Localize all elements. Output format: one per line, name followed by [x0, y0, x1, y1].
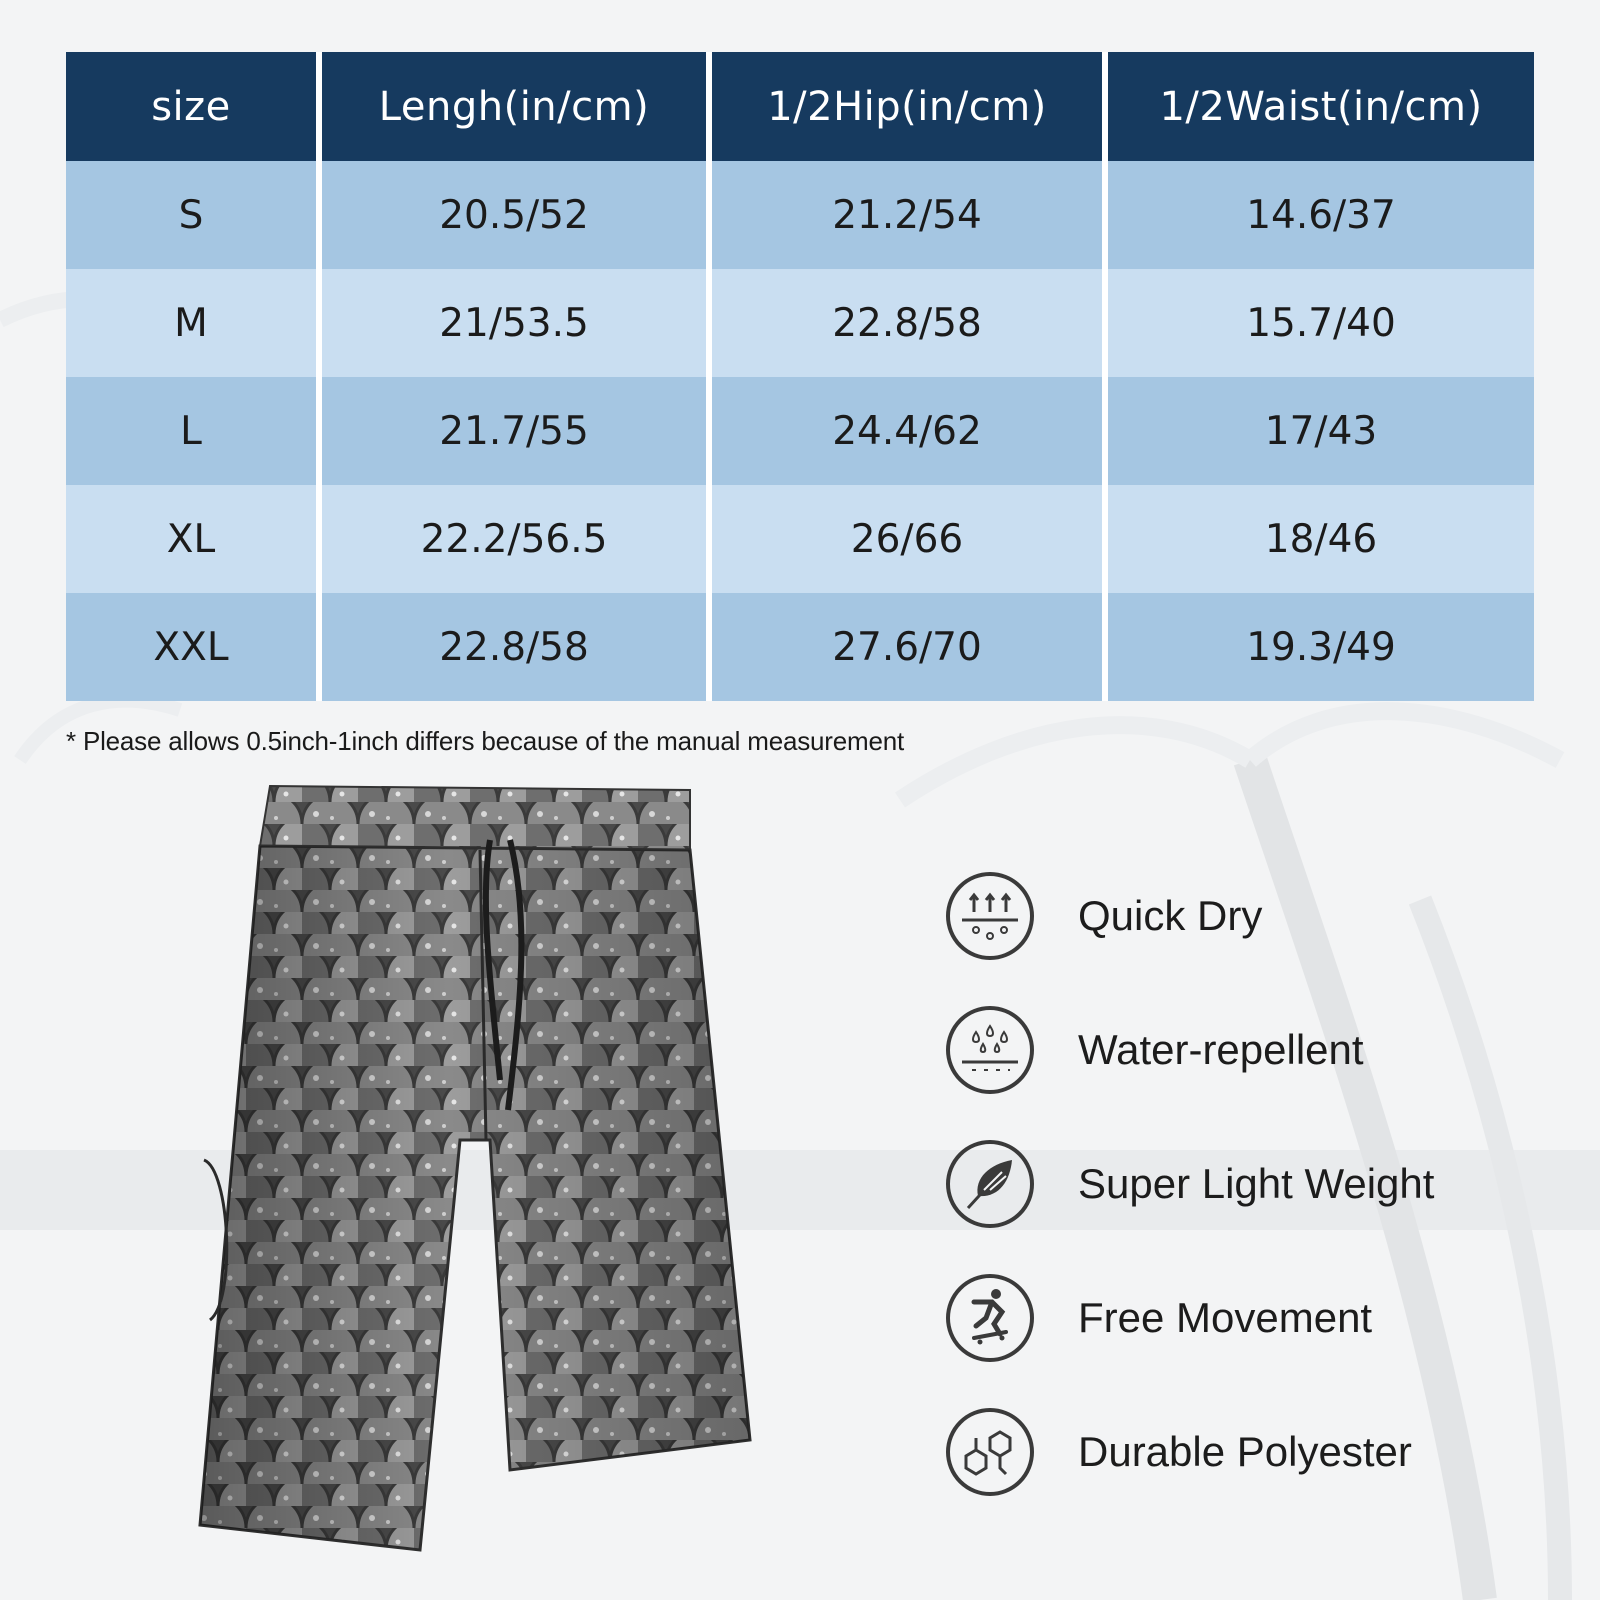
cell-waist: 17/43 [1108, 377, 1534, 485]
feature-light-weight [944, 1138, 1564, 1272]
cell-size: XL [66, 485, 322, 593]
cell-waist: 14.6/37 [1108, 161, 1534, 269]
cell-hip: 26/66 [712, 485, 1108, 593]
feature-label: Durable Polyester [1078, 1428, 1412, 1475]
cell-length: 22.8/58 [322, 593, 712, 701]
feature-label: Super Light Weight [1078, 1160, 1435, 1207]
cell-waist: 19.3/49 [1108, 593, 1534, 701]
header-half-waist: 1/2Waist(in/cm) [1108, 52, 1534, 161]
feature-quick-dry [944, 870, 1564, 1004]
skateboarder-icon [944, 1272, 1036, 1364]
size-chart-table [66, 52, 1534, 701]
quick-dry-icon [944, 870, 1036, 962]
header-size: size [66, 52, 322, 161]
table-header-row [66, 52, 1534, 161]
feature-label: Water-repellent [1078, 1026, 1364, 1073]
feather-icon [944, 1138, 1036, 1230]
cell-length: 21.7/55 [322, 377, 712, 485]
cell-hip: 22.8/58 [712, 269, 1108, 377]
table-row [66, 485, 1534, 593]
cell-length: 22.2/56.5 [322, 485, 712, 593]
cell-size: XXL [66, 593, 322, 701]
header-length: Lengh(in/cm) [322, 52, 712, 161]
water-drops-icon [944, 1004, 1036, 1096]
cell-length: 21/53.5 [322, 269, 712, 377]
feature-durable-polyester [944, 1406, 1564, 1540]
shorts-product-image [190, 780, 770, 1580]
feature-free-movement [944, 1272, 1564, 1406]
table-row [66, 593, 1534, 701]
cell-size: L [66, 377, 322, 485]
feature-label: Free Movement [1078, 1294, 1373, 1341]
cell-waist: 15.7/40 [1108, 269, 1534, 377]
cell-waist: 18/46 [1108, 485, 1534, 593]
cell-length: 20.5/52 [322, 161, 712, 269]
measurement-note: * Please allows 0.5inch-1inch differs because of the manual measurement [66, 726, 905, 756]
cell-size: S [66, 161, 322, 269]
table-row [66, 161, 1534, 269]
cell-hip: 24.4/62 [712, 377, 1108, 485]
feature-label: Quick Dry [1078, 892, 1263, 939]
cell-hip: 21.2/54 [712, 161, 1108, 269]
header-half-hip: 1/2Hip(in/cm) [712, 52, 1108, 161]
molecule-icon [944, 1406, 1036, 1498]
feature-water-repellent [944, 1004, 1564, 1138]
table-row [66, 377, 1534, 485]
table-row [66, 269, 1534, 377]
cell-size: M [66, 269, 322, 377]
feature-list [944, 870, 1564, 1540]
cell-hip: 27.6/70 [712, 593, 1108, 701]
